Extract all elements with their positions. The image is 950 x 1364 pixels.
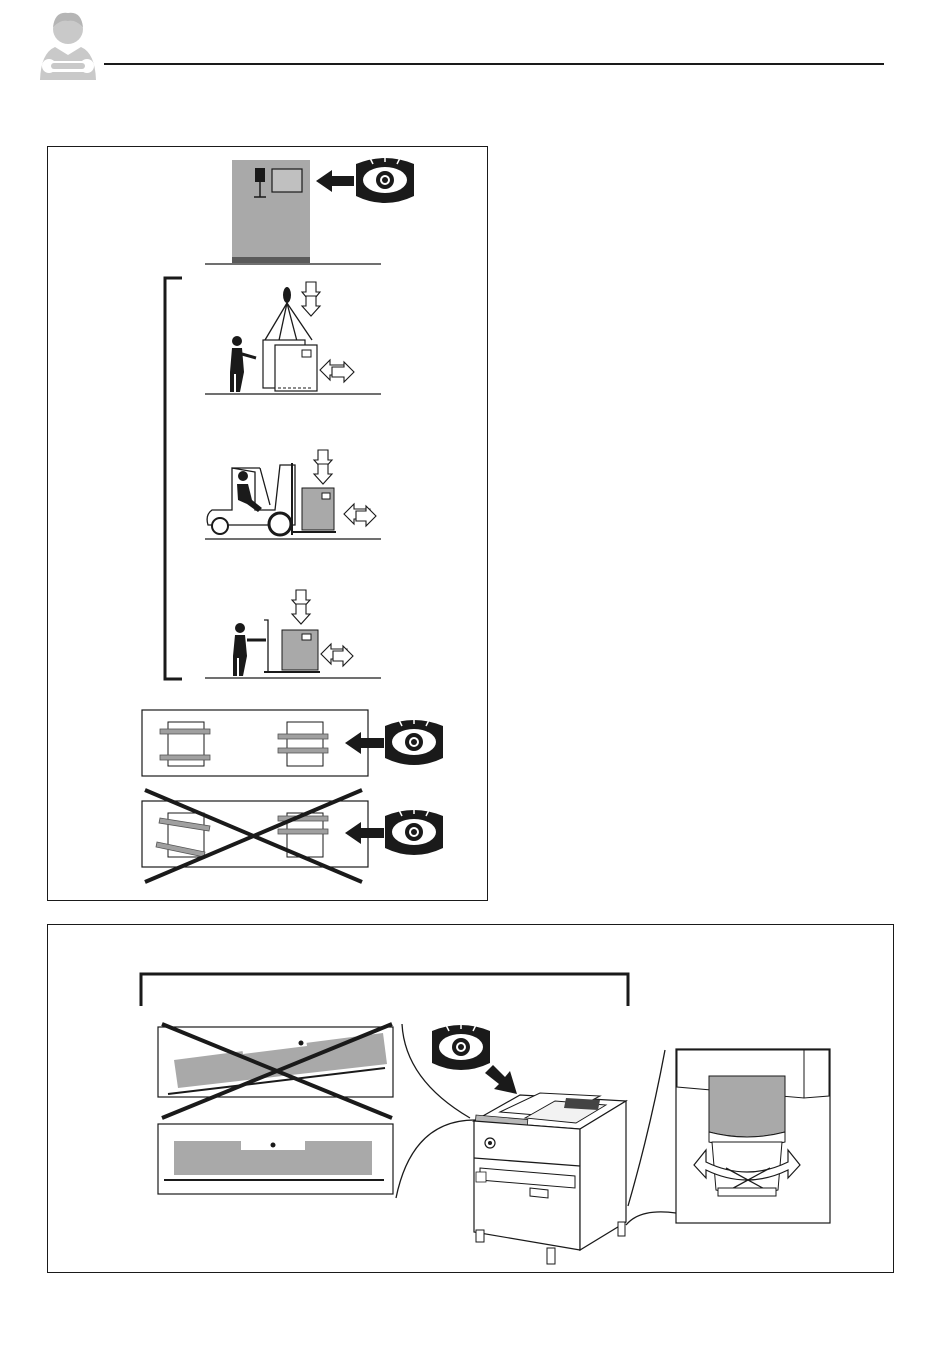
arrow-icon — [485, 1065, 517, 1094]
foot-detail — [676, 1049, 830, 1223]
level-check-level — [158, 1124, 393, 1194]
eye-icon — [432, 1022, 490, 1070]
connector-line — [628, 1050, 665, 1206]
level-bracket — [141, 974, 628, 1006]
connector-line — [626, 1212, 676, 1225]
level-check-tilted — [158, 1024, 393, 1118]
connector-line — [396, 1120, 475, 1198]
appliance — [474, 1093, 626, 1264]
